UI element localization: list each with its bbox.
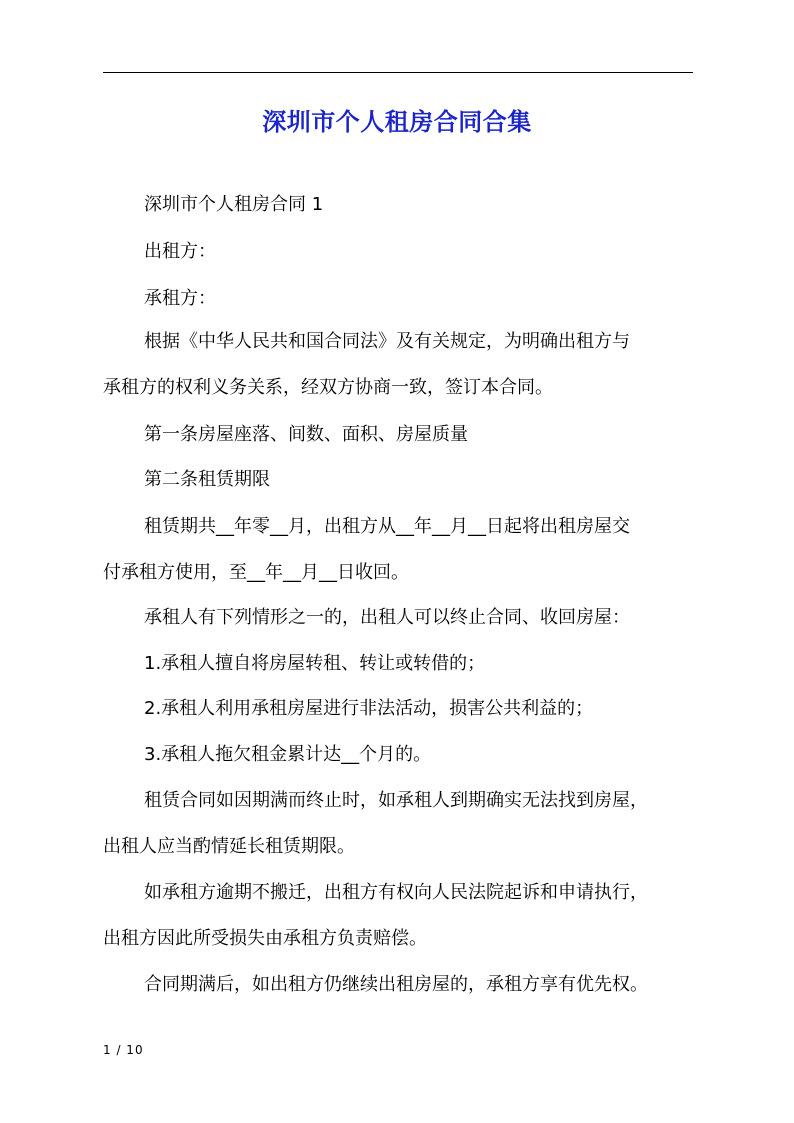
paragraph-line: 如承租方逾期不搬迁，出租方有权向人民法院起诉和申请执行， [144,882,648,903]
list-item: 2.承租人利用承租房屋进行非法活动，损害公共利益的； [144,698,594,719]
paragraph-line: 租赁合同如因期满而终止时，如承租人到期确实无法找到房屋， [144,790,648,811]
paragraph-line: 出租方因此所受损失由承租方负责赔偿。 [103,928,427,949]
paragraph-line: 承租方的权利义务关系，经双方协商一致，签订本合同。 [103,377,553,398]
list-item: 1.承租人擅自将房屋转租、转让或转借的； [144,653,486,674]
paragraph-line: 付承租方使用，至__年__月__日收回。 [103,562,409,583]
paragraph-line: 出租人应当酌情延长租赁期限。 [103,836,355,857]
paragraph-line: 根据《中华人民共和国合同法》及有关规定，为明确出租方与 [144,331,630,352]
lessor-line: 出租方： [144,241,216,262]
document-title: 深圳市个人租房合同合集 [262,108,532,136]
paragraph-line: 合同期满后，如出租方仍继续出租房屋的，承租方享有优先权。 [144,974,648,995]
paragraph-line: 承租人有下列情形之一的，出租人可以终止合同、收回房屋： [144,607,630,628]
page-number: 1 / 10 [103,1043,144,1057]
lessee-line: 承租方： [144,288,216,309]
contract-heading: 深圳市个人租房合同 1 [144,194,324,215]
header-rule [103,72,693,73]
list-item: 3.承租人拖欠租金累计达__个月的。 [144,744,432,765]
article-heading: 第一条房屋座落、间数、面积、房屋质量 [144,424,468,445]
article-heading: 第二条租赁期限 [144,469,270,490]
paragraph-line: 租赁期共__年零__月，出租方从__年__月__日起将出租房屋交 [144,516,630,537]
